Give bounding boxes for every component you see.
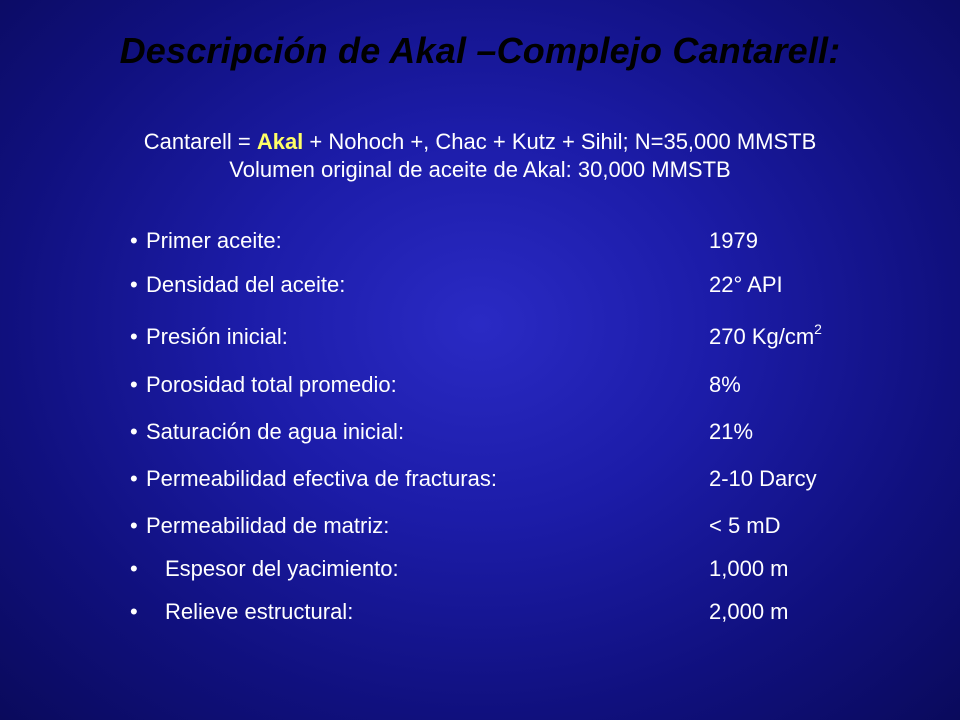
bullet: • — [130, 419, 138, 444]
property-row-primer-aceite — [0, 226, 960, 256]
property-label: Primer aceite: — [146, 228, 282, 253]
property-row-permeabilidad-fracturas — [0, 464, 960, 494]
property-label: Saturación de agua inicial: — [146, 419, 405, 444]
property-row-densidad — [0, 270, 960, 300]
property-value: 1979 — [709, 228, 758, 253]
property-label: Espesor del yacimiento: — [165, 556, 399, 581]
property-row-saturacion — [0, 417, 960, 447]
property-row-porosidad — [0, 370, 960, 400]
bullet: • — [130, 372, 138, 397]
bullet: • — [130, 513, 138, 538]
property-label: Permeabilidad efectiva de fracturas: — [146, 466, 497, 491]
bullet: • — [130, 466, 138, 491]
property-row-espesor — [0, 554, 960, 584]
property-label: Densidad del aceite: — [146, 272, 346, 297]
bullet: • — [130, 599, 138, 624]
bullet: • — [130, 324, 138, 349]
property-value: 2-10 Darcy — [709, 466, 817, 491]
property-value — [709, 322, 822, 352]
property-row-relieve — [0, 597, 960, 627]
subtitle-line-2: Volumen original de aceite de Akal: 30,000 MMSTB — [229, 157, 731, 182]
subtitle-line-1 — [0, 128, 960, 156]
property-value-text: 270 Kg/cm — [709, 324, 815, 349]
property-label: Permeabilidad de matriz: — [146, 513, 390, 538]
property-row-permeabilidad-matriz — [0, 511, 960, 541]
property-value: 2,000 m — [709, 599, 789, 624]
property-label: Relieve estructural: — [165, 599, 354, 624]
bullet: • — [130, 228, 138, 253]
property-value: 22° API — [709, 272, 783, 297]
property-value: 8% — [709, 372, 741, 397]
property-row-presion — [0, 322, 960, 352]
property-value: 1,000 m — [709, 556, 789, 581]
property-value: < 5 mD — [709, 513, 781, 538]
property-value: 21% — [709, 419, 754, 444]
subtitle-suffix: + Nohoch +, Chac + Kutz + Sihil; N=35,000 MMSTB — [303, 129, 817, 154]
property-value-superscript: 2 — [814, 320, 822, 337]
bullet: • — [130, 272, 138, 297]
slide-subtitle — [0, 128, 960, 184]
property-label: Porosidad total promedio: — [146, 372, 397, 397]
slide-title: Descripción de Akal –Complejo Cantarell: — [119, 30, 841, 71]
subtitle-highlight: Akal — [256, 129, 304, 154]
property-label: Presión inicial: — [146, 324, 288, 349]
bullet: • — [130, 556, 138, 581]
subtitle-prefix: Cantarell = — [143, 129, 257, 154]
